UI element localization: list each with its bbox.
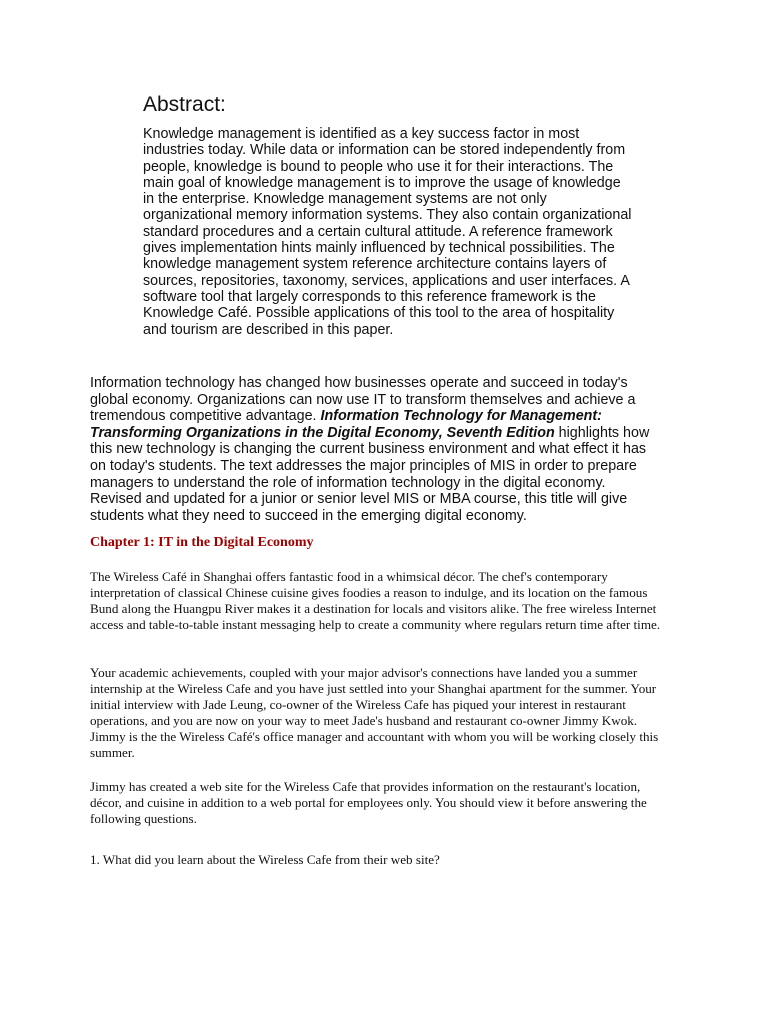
book-title: Information Technology for Management: Transforming Organizations in the Digital Economy, Seventh Edition — [90, 408, 602, 441]
abstract-section — [143, 92, 643, 338]
chapter-paragraph-2: Your academic achievements, coupled with your major advisor's connections have landed you a summer internship at the Wireless Cafe and you have just settled into your Shanghai apartment for the summer. Your initial interview with Jade Leung, co-owner of the Wireless Cafe has piqued your interest in restaurant operations, and you are now on your way to meet Jade's husband and restaurant co-owner Jimmy Kwok. Jimmy is the the Wireless Café's office manager and accountant with whom you will be working closely this summer. — [90, 665, 659, 761]
intro-section — [90, 375, 656, 524]
question-1: 1. What did you learn about the Wireless Cafe from their web site? — [90, 852, 440, 867]
abstract-heading: Abstract: — [143, 93, 226, 116]
chapter-paragraph-1: The Wireless Café in Shanghai offers fantastic food in a whimsical décor. The chef's contemporary interpretation of classical Chinese cuisine gives foodies a reason to indulge, and its location on the famous Bund along the Huangpu River makes it a destination for locals and visitors alike. The free wireless Internet access and table-to-table instant messaging help to create a community where regulars return time after time. — [90, 569, 661, 633]
chapter-paragraph-3: Jimmy has created a web site for the Wireless Cafe that provides information on the restaurant's location, décor, and cuisine in addition to a web portal for employees only. You should view it before answering the following questions. — [90, 779, 647, 827]
chapter-heading: Chapter 1: IT in the Digital Economy — [90, 535, 314, 550]
intro-paragraph — [90, 375, 656, 524]
intro-text-after: highlights how this new technology is changing the current business environment and what effect it has on today's students. The text addresses the major principles of MIS in order to prepare managers to understand the role of information technology in the digital economy. Revised and updated for a junior or senior level MIS or MBA course, this title will give students what they need to succeed in the emerging digital economy. — [90, 424, 650, 524]
abstract-text: Knowledge management is identified as a key success factor in most industries today. While data or information can be stored independently from people, knowledge is bound to people who use it for their interactions. The main goal of knowledge management is to improve the usage of knowledge in the enterprise. Knowledge management systems are not only organizational memory information systems. They also contain organizational standard procedures and a certain cultural attitude. A reference framework gives implementation hints mainly influenced by technical possibilities. The knowledge management system reference architecture contains layers of sources, repositories, taxonomy, services, applications and user interfaces. A software tool that largely corresponds to this reference framework is the Knowledge Café. Possible applications of this tool to the area of hospitality and tourism are described in this paper. — [143, 126, 632, 338]
intro-text-before: Information technology has changed how businesses operate and succeed in today's global economy. Organizations can now use IT to transform themselves and achieve a tremendous competitive advantage. — [90, 375, 636, 425]
